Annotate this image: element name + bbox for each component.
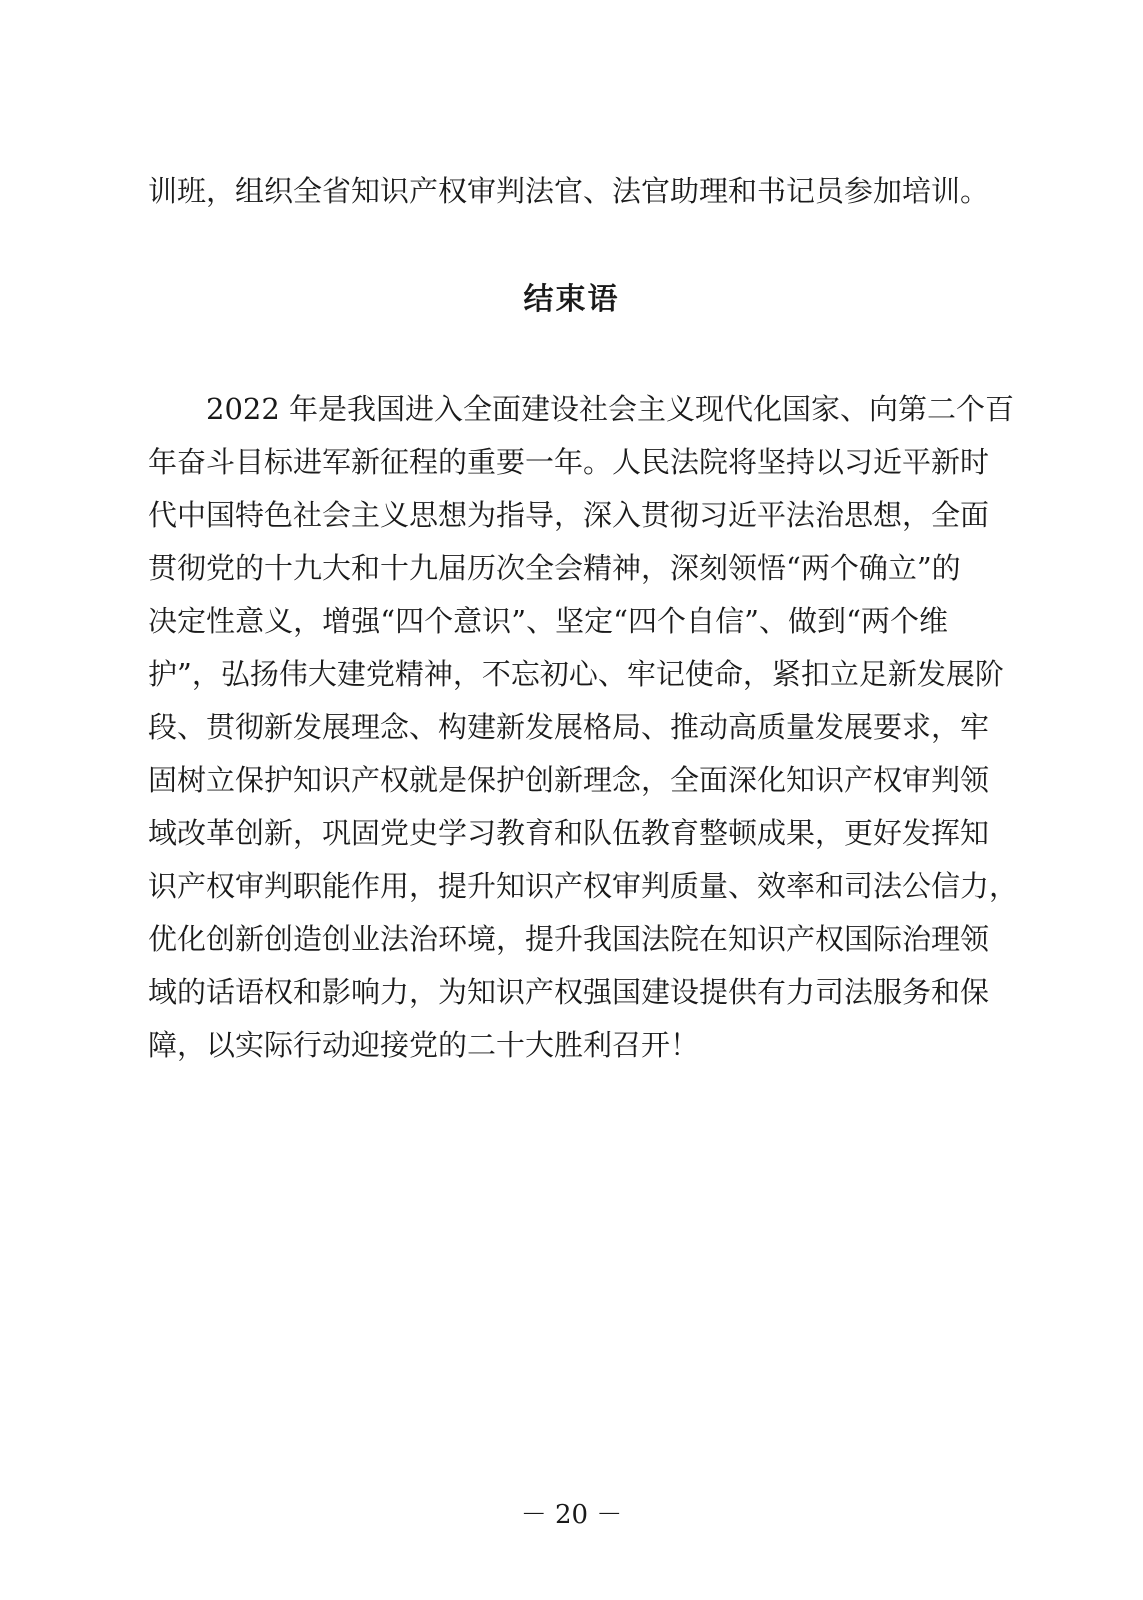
paragraph-line-1: 2022 年是我国进入全面建设社会主义现代化国家、向第二个百 [148,392,1015,426]
paragraph-line-7: 段、贯彻新发展理念、构建新发展格局、推动高质量发展要求，牢 [148,710,990,744]
page-number: － 20 － [520,1500,623,1530]
paragraph-line-10: 识产权审判职能作用，提升知识产权审判质量、效率和司法公信力， [148,869,1019,903]
section-heading: 结束语 [523,282,620,317]
paragraph-line-4: 贯彻党的十九大和十九届历次全会精神，深刻领悟“两个确立”的 [148,551,961,585]
paragraph-line-13: 障，以实际行动迎接党的二十大胜利召开！ [148,1028,700,1062]
carryover-text-line: 训班，组织全省知识产权审判法官、法官助理和书记员参加培训。 [148,174,990,208]
paragraph-line-11: 优化创新创造创业法治环境，提升我国法院在知识产权国际治理领 [148,922,990,956]
paragraph-line-9: 域改革创新，巩固党史学习教育和队伍教育整顿成果，更好发挥知 [148,816,990,850]
paragraph-line-2: 年奋斗目标进军新征程的重要一年。人民法院将坚持以习近平新时 [148,445,990,479]
paragraph-line-8: 固树立保护知识产权就是保护创新理念，全面深化知识产权审判领 [148,763,990,797]
paragraph-line-12: 域的话语权和影响力，为知识产权强国建设提供有力司法服务和保 [148,975,990,1009]
paragraph-line-5: 决定性意义，增强“四个意识”、坚定“四个自信”、做到“两个维 [148,604,948,638]
paragraph-line-6: 护”，弘扬伟大建党精神，不忘初心、牢记使命，紧扣立足新发展阶 [148,657,1004,691]
paragraph-line-3: 代中国特色社会主义思想为指导，深入贯彻习近平法治思想，全面 [148,498,990,532]
